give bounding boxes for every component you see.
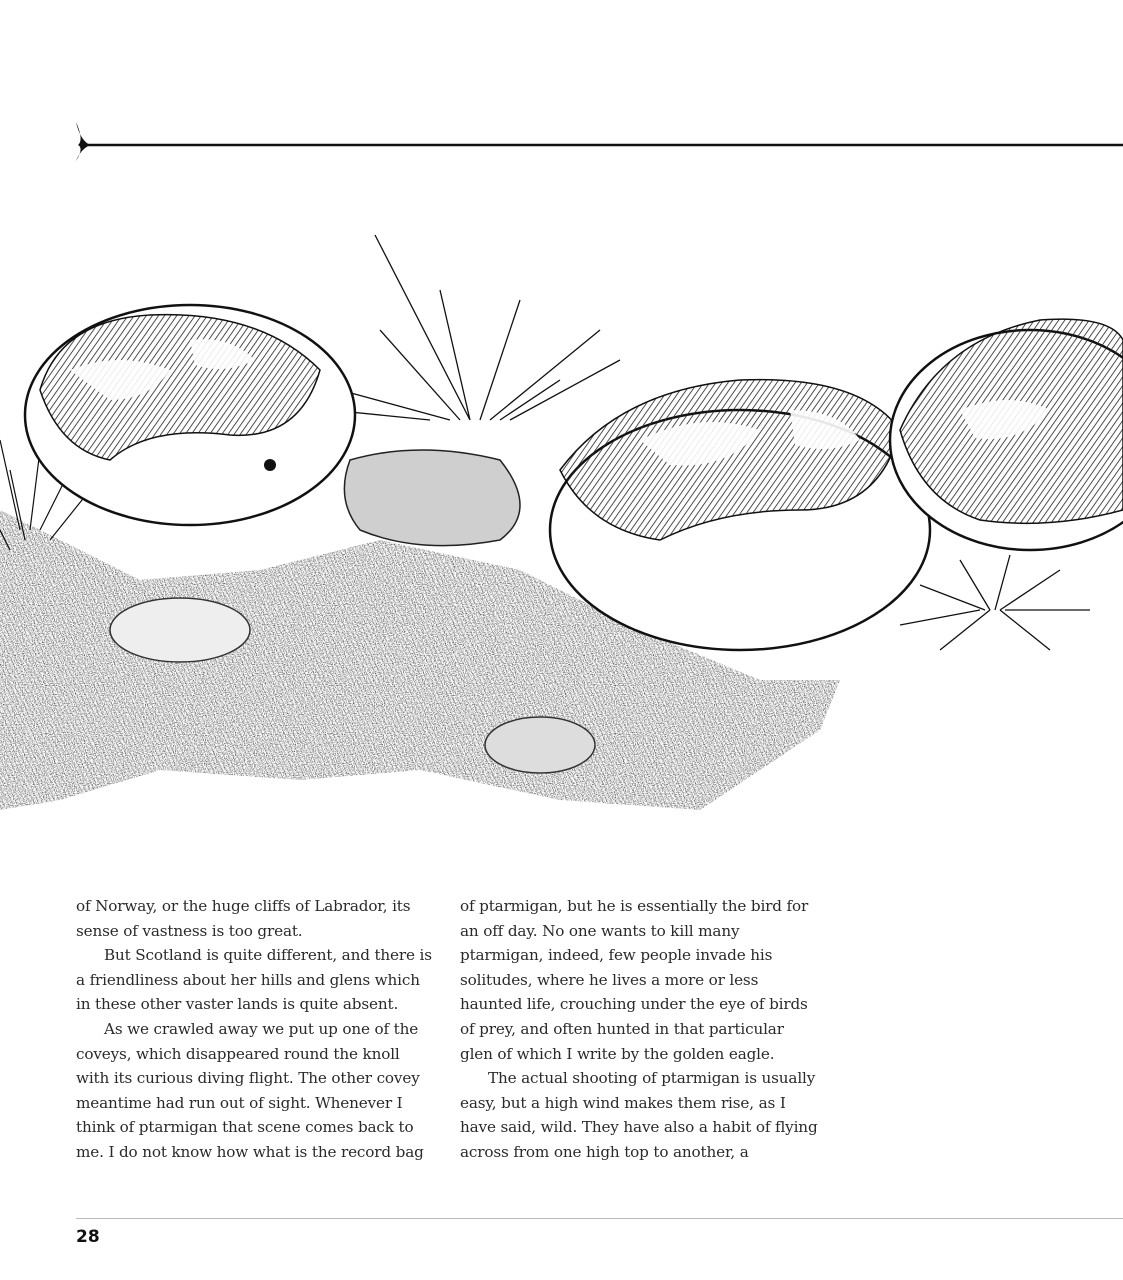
rock [110, 598, 250, 662]
paragraph: of Norway, or the huge cliffs of Labrador, its sense of vastness is too great. [76, 897, 411, 940]
paragraph: The actual shooting of ptarmigan is usually easy, but a high wind makes them rise, as I have said, wild. They have also a habit of flying across from one high top to another, a [460, 1069, 818, 1161]
rock [485, 717, 595, 773]
arrowhead-ornament [76, 122, 90, 161]
rock [344, 450, 520, 546]
paragraph: of ptarmigan, but he is essentially the bird for an off day. No one wants to kill many ptarmigan, indeed, few people invade his solitudes, where he lives a more or less haunted life, crouching under the eye of birds of prey, and often hunted in that particular glen of which I write by the golden eagle. [460, 897, 809, 1063]
paragraph: As we crawled away we put up one of the coveys, which disappeared round the knoll with its curious diving flight. The other covey meantime had run out of sight. Whenever I think of ptarmigan that scene comes back to me. I do not know how what is the record bag [76, 1019, 424, 1161]
text-column-right [460, 894, 820, 1165]
ptarmigan-left [25, 305, 355, 525]
text-column-left [76, 894, 436, 1165]
ptarmigan-middle [550, 380, 930, 650]
grass-tuft [900, 555, 1090, 650]
grass-tuft [330, 235, 620, 420]
page-number: 28 [76, 1227, 100, 1247]
header-rule-ornament [70, 118, 1123, 164]
ptarmigan-illustration [0, 210, 1123, 830]
footer-rule [76, 1218, 1123, 1219]
paragraph: But Scotland is quite different, and there is a friendliness about her hills and glens which in these other vaster lands is quite absent. [76, 946, 432, 1014]
